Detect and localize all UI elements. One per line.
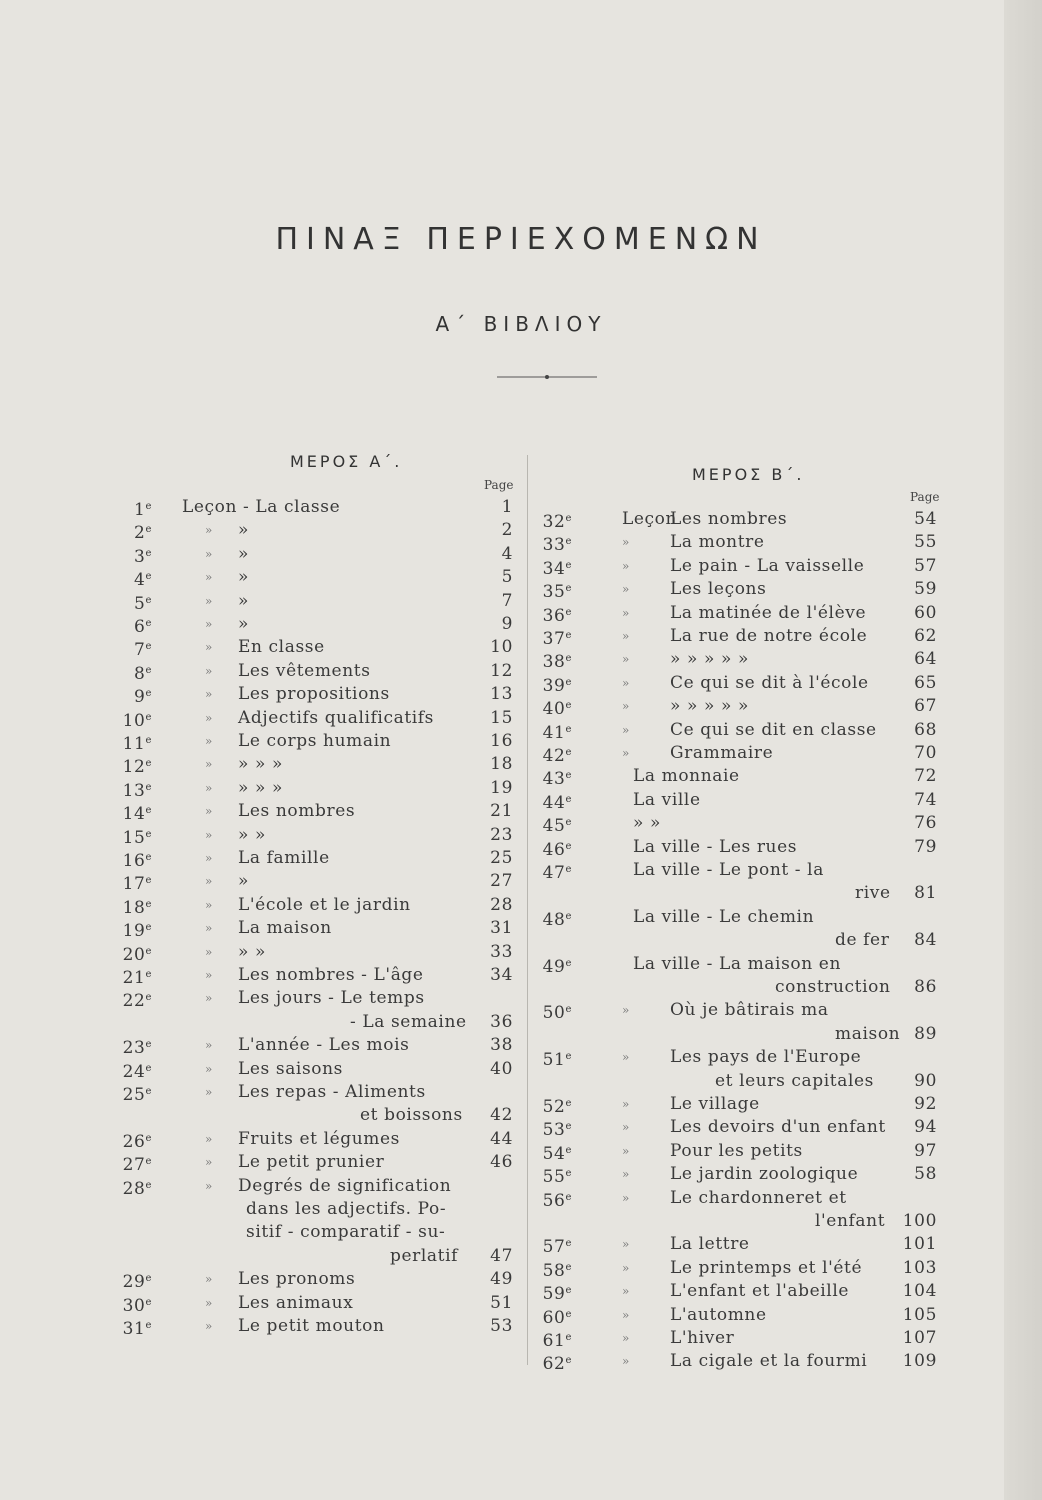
ditto-mark: »: [205, 1085, 213, 1099]
ditto-mark: »: [205, 757, 213, 772]
lesson-title: de fer: [835, 930, 890, 951]
page-number: 94: [914, 1117, 937, 1138]
lesson-title: Les repas - Aliments: [238, 1082, 426, 1102]
lesson-number: 8e: [134, 663, 152, 684]
page-number: 57: [914, 555, 937, 576]
ditto-mark: »: [622, 1331, 630, 1345]
lesson-title: Fruits et légumes: [238, 1128, 400, 1149]
ditto-mark: »: [622, 1190, 630, 1205]
ditto-mark: »: [205, 944, 213, 959]
lesson-number: 6e: [134, 617, 152, 637]
lesson-number: 14e: [122, 804, 152, 825]
lesson-number: 50e: [542, 1003, 572, 1024]
column-divider: [527, 455, 528, 1365]
lesson-title: La maison: [238, 918, 332, 939]
lesson-title: l'enfant: [815, 1211, 886, 1231]
page-number: 64: [914, 649, 937, 670]
lesson-number: 33e: [542, 535, 572, 556]
lesson-number: 39e: [542, 675, 572, 696]
ditto-mark: »: [622, 1260, 630, 1275]
page-number: 47: [490, 1245, 513, 1266]
lesson-title: Le petit mouton: [238, 1316, 385, 1336]
ditto-mark: »: [205, 827, 213, 842]
ditto-mark: »: [622, 675, 630, 690]
lesson-title: Ce qui se dit en classe: [670, 719, 877, 740]
lesson-number: 58e: [542, 1260, 572, 1281]
lesson-title: Les nombres: [670, 509, 788, 529]
lesson-number: 30e: [122, 1295, 152, 1316]
lesson-title: En classe: [238, 637, 325, 658]
lesson-title: »: [238, 543, 250, 564]
lesson-title: »: [238, 590, 250, 611]
lesson-title: Le village: [670, 1094, 760, 1114]
lesson-number: 4e: [134, 570, 152, 591]
lesson-number: 60e: [542, 1307, 572, 1328]
ditto-mark: »: [622, 1120, 630, 1135]
lesson-number: 44e: [542, 792, 572, 813]
page-number: 10: [490, 637, 513, 658]
lesson-number: 34e: [542, 558, 572, 579]
ditto-mark: »: [205, 851, 213, 865]
lesson-title: Le printemps et l'été: [670, 1257, 863, 1278]
lesson-number: 29e: [122, 1272, 152, 1293]
left-column-heading: ΜΕΡΟΣ Α΄.: [290, 452, 403, 471]
ditto-mark: »: [622, 699, 630, 714]
lesson-title: dans les adjectifs. Po-: [246, 1199, 447, 1219]
lesson-number: 16e: [122, 851, 152, 871]
ditto-mark: »: [205, 804, 213, 819]
ditto-mark: »: [622, 746, 630, 760]
page-number: 81: [914, 883, 937, 904]
lesson-title: La rue de notre école: [670, 626, 868, 646]
page-number: 74: [914, 789, 937, 810]
ditto-mark: »: [205, 570, 213, 585]
lesson-title: Les propositions: [238, 684, 390, 705]
lesson-number: 59e: [542, 1284, 572, 1305]
lesson-title: Les jours - Le temps: [238, 988, 425, 1009]
page-number: 27: [490, 871, 513, 892]
ditto-mark: »: [205, 1131, 213, 1146]
lesson-number: 11e: [122, 734, 152, 754]
right-page-label: Page: [910, 490, 940, 504]
page-number: 79: [914, 836, 937, 857]
lesson-title: »: [238, 614, 250, 634]
lesson-number: 52e: [542, 1097, 572, 1117]
lesson-number: 53e: [542, 1120, 572, 1141]
page-number: 44: [490, 1128, 513, 1149]
ditto-mark: »: [205, 1319, 213, 1333]
lesson-title: La ville: [633, 789, 701, 810]
ditto-mark: »: [205, 897, 213, 912]
ditto-mark: »: [622, 722, 630, 737]
page-number: 84: [914, 930, 937, 951]
page-number: 86: [914, 977, 937, 997]
ditto-mark: »: [622, 1143, 630, 1158]
lesson-title: Grammaire: [670, 743, 774, 763]
lesson-number: 43e: [542, 769, 572, 790]
lesson-title: Le chardonneret et: [670, 1187, 847, 1208]
lesson-number: 41e: [542, 722, 572, 743]
lesson-title: »: [238, 871, 250, 892]
lesson-number: 45e: [542, 816, 572, 837]
page-number: 58: [914, 1164, 937, 1185]
page-number: 15: [490, 707, 513, 728]
lesson-title: La montre: [670, 532, 765, 553]
ditto-mark: Leçon: [622, 509, 678, 529]
lesson-number: 42e: [542, 746, 572, 766]
page-number: 67: [914, 696, 937, 717]
lesson-number: 40e: [542, 699, 572, 720]
lesson-title: Pour les petits: [670, 1140, 803, 1161]
lesson-title: perlatif: [390, 1245, 459, 1266]
lesson-number: 3e: [134, 546, 152, 567]
page-number: 55: [914, 532, 937, 553]
ditto-mark: »: [205, 921, 213, 936]
ditto-mark: »: [205, 546, 213, 561]
lesson-number: 27e: [122, 1155, 152, 1176]
page-number: 36: [490, 1011, 513, 1032]
lesson-title: » » »: [238, 754, 284, 775]
lesson-title: Ce qui se dit à l'école: [670, 672, 869, 693]
lesson-number: 49e: [542, 956, 572, 977]
right-column-heading: ΜΕΡΟΣ Β΄.: [692, 465, 805, 484]
page-number: 2: [501, 520, 513, 541]
lesson-title: La cigale et la fourmi: [670, 1351, 868, 1372]
ditto-mark: »: [205, 874, 213, 889]
page-number: 51: [490, 1292, 513, 1313]
page-number: 104: [902, 1281, 937, 1302]
page-number: 13: [490, 684, 513, 705]
lesson-number: 61e: [542, 1331, 572, 1351]
lesson-number: 5e: [134, 593, 152, 614]
lesson-number: 55e: [542, 1167, 572, 1188]
lesson-number: 57e: [542, 1237, 572, 1258]
page-number: 109: [902, 1351, 937, 1372]
ditto-mark: »: [622, 1003, 630, 1018]
ditto-mark: »: [205, 1155, 213, 1170]
ditto-mark: »: [205, 734, 213, 748]
page-number: 21: [490, 801, 513, 822]
ditto-mark: »: [205, 523, 213, 538]
lesson-title: L'école et le jardin: [238, 894, 411, 915]
page-title: ΠΙΝΑΞ ΠΕΡΙΕΧΟΜΕΝΩΝ: [275, 222, 767, 257]
ditto-mark: »: [205, 968, 213, 982]
lesson-title: La ville - Le chemin: [633, 906, 815, 927]
ditto-mark: »: [622, 1354, 630, 1369]
page-number: 107: [902, 1328, 937, 1348]
ditto-mark: »: [622, 1307, 630, 1322]
lesson-number: 48e: [542, 909, 572, 930]
page-number: 7: [501, 590, 513, 611]
lesson-number: 2e: [134, 523, 152, 544]
page-number: 59: [914, 579, 937, 600]
page-number: 101: [902, 1234, 937, 1255]
ditto-mark: »: [622, 1097, 630, 1111]
ditto-mark: »: [622, 652, 630, 667]
lesson-number: 56e: [542, 1190, 572, 1211]
lesson-number: 36e: [542, 605, 572, 626]
lesson-title: »: [238, 520, 250, 541]
page-number: 4: [501, 543, 513, 564]
lesson-title: La monnaie: [633, 766, 740, 787]
ditto-mark: »: [205, 617, 213, 631]
ditto-mark: »: [205, 780, 213, 795]
page-number: 1: [501, 497, 513, 517]
lesson-number: 51e: [542, 1050, 572, 1071]
page-number: 19: [490, 777, 513, 798]
lesson-title: Degrés de signification: [238, 1175, 452, 1196]
lesson-number: 19e: [122, 921, 152, 942]
lesson-title: » » » » »: [670, 649, 750, 670]
ditto-mark: »: [205, 1295, 213, 1310]
lesson-number: 54e: [542, 1143, 572, 1164]
lesson-number: 37e: [542, 629, 572, 649]
lesson-title: Le jardin zoologique: [670, 1164, 859, 1185]
ditto-mark: »: [622, 1237, 630, 1252]
lesson-title: Adjectifs qualificatifs: [238, 707, 435, 728]
lesson-title: maison: [835, 1023, 901, 1044]
lesson-title: L'enfant et l'abeille: [670, 1281, 850, 1302]
page-number: 70: [914, 743, 937, 763]
lesson-number: 32e: [542, 512, 572, 532]
lesson-title: » »: [238, 941, 267, 962]
page-number: 100: [902, 1211, 937, 1231]
page-number: 62: [914, 626, 937, 646]
lesson-title: Les vêtements: [238, 660, 371, 681]
lesson-title: La ville - Les rues: [633, 836, 798, 857]
page-number: 65: [914, 672, 937, 693]
lesson-title: Le corps humain: [238, 731, 392, 751]
page-number: 5: [501, 567, 513, 588]
ditto-mark: »: [205, 991, 213, 1006]
lesson-title: Les saisons: [238, 1058, 344, 1079]
page-number: 76: [914, 813, 937, 834]
lesson-title: Les animaux: [238, 1292, 354, 1313]
page-number: 40: [490, 1058, 513, 1079]
ditto-mark: »: [205, 1038, 213, 1053]
lesson-number: 38e: [542, 652, 572, 673]
page-number: 105: [902, 1304, 937, 1325]
page-number: 68: [914, 719, 937, 740]
lesson-number: 46e: [542, 839, 572, 860]
page-number: 54: [914, 509, 937, 529]
lesson-title: » »: [633, 813, 662, 834]
page-number: 49: [490, 1269, 513, 1290]
left-page-label: Page: [484, 478, 514, 492]
ornament-divider: [497, 372, 597, 382]
ditto-mark: »: [622, 629, 630, 643]
page-number: 97: [914, 1140, 937, 1161]
ditto-mark: »: [622, 582, 630, 597]
page-number: 46: [490, 1152, 513, 1173]
page-number: 90: [914, 1070, 937, 1091]
lesson-title: et boissons: [360, 1105, 463, 1126]
ditto-mark: »: [205, 640, 213, 655]
lesson-number: 10e: [122, 710, 152, 731]
lesson-number: 1e: [134, 500, 152, 520]
lesson-number: 18e: [122, 897, 152, 918]
ditto-mark: »: [622, 1284, 630, 1299]
lesson-title: La matinée de l'élève: [670, 602, 867, 623]
ditto-mark: »: [622, 1050, 630, 1065]
ditto-mark: »: [622, 605, 630, 620]
lesson-number: 47e: [542, 863, 572, 883]
lesson-number: 21e: [122, 968, 152, 988]
lesson-title: et leurs capitales: [715, 1070, 874, 1091]
lesson-title: Où je bâtirais ma: [670, 1000, 829, 1021]
lesson-number: 24e: [122, 1061, 152, 1082]
page-number: 92: [914, 1094, 937, 1114]
lesson-title: Leçon - La classe: [182, 497, 341, 517]
page-number: 25: [490, 848, 513, 868]
lesson-number: 20e: [122, 944, 152, 965]
lesson-title: sitif - comparatif - su-: [246, 1222, 446, 1243]
lesson-title: La ville - La maison en: [633, 953, 841, 974]
page-subtitle: Α΄ ΒΙΒΛΙΟΥ: [435, 312, 607, 336]
lesson-number: 7e: [134, 640, 152, 661]
lesson-number: 9e: [134, 687, 152, 708]
lesson-number: 28e: [122, 1178, 152, 1199]
lesson-title: » »: [238, 824, 267, 845]
lesson-title: Les devoirs d'un enfant: [670, 1117, 886, 1138]
lesson-number: 13e: [122, 780, 152, 801]
lesson-title: La ville - Le pont - la: [633, 860, 824, 880]
page-number: 33: [490, 941, 513, 962]
page-number: 60: [914, 602, 937, 623]
ditto-mark: »: [205, 663, 213, 678]
lesson-title: Les nombres: [238, 801, 356, 822]
lesson-number: 23e: [122, 1038, 152, 1059]
lesson-number: 35e: [542, 582, 572, 603]
ditto-mark: »: [205, 1272, 213, 1287]
page-number: 53: [490, 1316, 513, 1336]
page-number: 42: [490, 1105, 513, 1126]
lesson-title: construction: [775, 977, 891, 997]
lesson-number: 31e: [122, 1319, 152, 1339]
lesson-title: L'automne: [670, 1304, 767, 1325]
lesson-title: Le petit prunier: [238, 1152, 385, 1173]
lesson-title: L'année - Les mois: [238, 1035, 410, 1056]
ditto-mark: »: [622, 535, 630, 550]
page-number: 34: [490, 965, 513, 985]
lesson-title: Les pronoms: [238, 1269, 356, 1290]
page-number: 18: [490, 754, 513, 775]
lesson-title: Le pain - La vaisselle: [670, 555, 865, 576]
lesson-title: La lettre: [670, 1234, 750, 1255]
ditto-mark: »: [205, 1178, 213, 1193]
lesson-title: » » » » »: [670, 696, 750, 717]
page-number: 38: [490, 1035, 513, 1056]
ditto-mark: »: [205, 687, 213, 702]
lesson-number: 25e: [122, 1085, 152, 1105]
page-number: 28: [490, 894, 513, 915]
lesson-number: 62e: [542, 1354, 572, 1375]
lesson-title: Les leçons: [670, 579, 767, 600]
lesson-number: 17e: [122, 874, 152, 895]
ditto-mark: »: [205, 710, 213, 725]
lesson-title: »: [238, 567, 250, 588]
lesson-title: La famille: [238, 848, 330, 868]
lesson-title: Les pays de l'Europe: [670, 1047, 862, 1068]
page-number: 31: [490, 918, 513, 939]
lesson-title: Les nombres - L'âge: [238, 965, 424, 985]
lesson-title: » » »: [238, 777, 284, 798]
lesson-number: 15e: [122, 827, 152, 848]
lesson-title: rive: [855, 883, 891, 904]
lesson-number: 12e: [122, 757, 152, 778]
page-number: 9: [501, 614, 513, 634]
ditto-mark: »: [205, 1061, 213, 1076]
ditto-mark: »: [205, 593, 213, 608]
page-number: 23: [490, 824, 513, 845]
page-number: 103: [902, 1257, 937, 1278]
lesson-number: 22e: [122, 991, 152, 1012]
lesson-title: L'hiver: [670, 1328, 735, 1348]
page-number: 89: [914, 1023, 937, 1044]
lesson-title: - La semaine: [350, 1011, 467, 1032]
page-number: 16: [490, 731, 513, 751]
page-number: 12: [490, 660, 513, 681]
ditto-mark: »: [622, 1167, 630, 1182]
ditto-mark: »: [622, 558, 630, 573]
lesson-number: 26e: [122, 1131, 152, 1152]
page-number: 72: [914, 766, 937, 787]
